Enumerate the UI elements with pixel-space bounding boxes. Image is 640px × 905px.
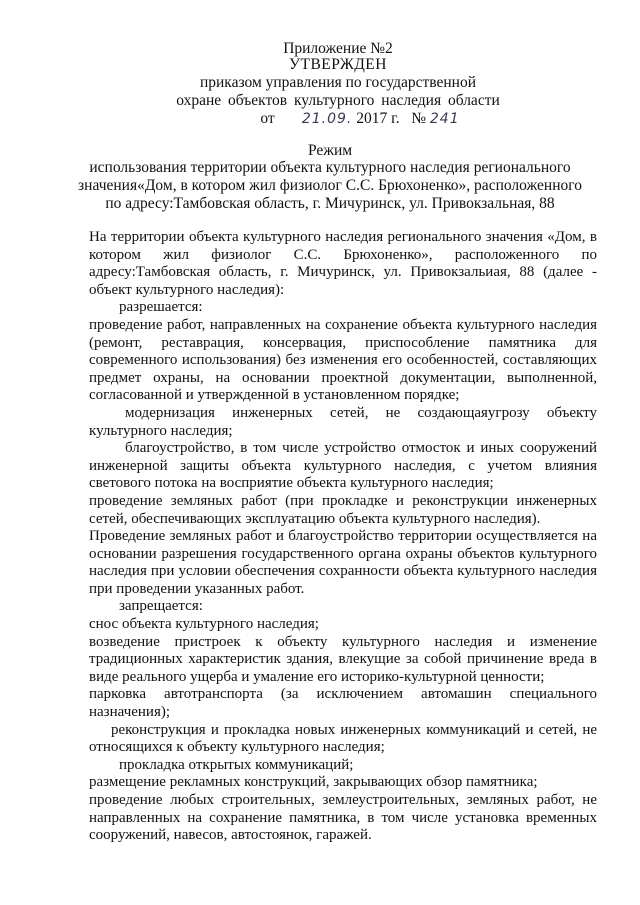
order-line-1: приказом управления по государственной — [199, 74, 477, 91]
forbidden-item: возведение пристроек к объекту культурного наследия и изменение традиционных характеристик здания, влекущие за собой причинение вреда в виде реального ущерба и умаление его историко-культурной ценности; — [89, 633, 597, 685]
title-line-1: использования территории объекта культурного наследия регионального — [89, 159, 571, 176]
allowed-label: разрешается: — [119, 299, 203, 316]
forbidden-item: реконструкция и прокладка новых инженерных коммуникаций и сетей, не относящихся к объекту культурного наследия; — [89, 721, 597, 756]
forbidden-item: размещение рекламных конструкций, закрывающих обзор памятника; — [89, 774, 538, 791]
date-prefix: от — [260, 110, 275, 127]
intro-paragraph: На территории объекта культурного наследия регионального значения «Дом, в котором жил физиолог С.С. Брюхоненко», расположенного по адресу:Тамбовская область, г. Мичуринск, ул. Привокзальиая, 88 (далее - объект культурного наследия): — [89, 229, 597, 298]
allowed-item: модернизация инженерных сетей, не создающаяугрозу объекту культурного наследия; — [89, 404, 597, 439]
title-line-2: значения«Дом, в котором жил физиолог С.С. Брюхоненко», расположенного — [78, 177, 582, 194]
number-prefix: № — [411, 110, 427, 127]
document-body — [89, 229, 597, 845]
forbidden-item: прокладка открытых коммуникаций; — [119, 756, 354, 773]
allowed-item: Проведение земляных работ и благоустройство территории осуществляется на основании разрешения государственного органа охраны объектов культурного наследия при условии обеспечения сохранности объекта культурного наследия при проведении указанных работ. — [89, 528, 597, 597]
forbidden-item: снос объекта культурного наследия; — [89, 616, 319, 633]
forbidden-item: парковка автотранспорта (за исключением автомашин специального назначения); — [89, 686, 597, 721]
regime-heading: Режим — [307, 142, 353, 159]
date-year: 2017 г. — [356, 110, 400, 127]
approved-label: УТВЕРЖДЕН — [289, 56, 387, 73]
appendix-number: Приложение №2 — [283, 40, 393, 57]
title-line-3: по адресу:Тамбовская область, г. Мичуринск, ул. Привокзальная, 88 — [105, 195, 555, 212]
allowed-item: проведение работ, направленных на сохранение объекта культурного наследия (ремонт, реставрация, консервация, приспособление памятника для современного использования) без изменения его особенностей, составляющих предмет охраны, на основании проектной документации, выполненной, согласованной и утвержденной в установленном порядке; — [89, 316, 597, 404]
forbidden-label: запрещается: — [119, 598, 203, 615]
allowed-item: благоустройство, в том числе устройство отмосток и иных сооружений инженерной защиты объекта культурного наследия, с учетом влияния светового потока на восприятие объекта культурного наследия; — [89, 440, 597, 492]
handwritten-date: 21.09. — [301, 111, 353, 127]
handwritten-number: 241 — [429, 111, 460, 127]
order-line-2: охране объектов культурного наследия области — [176, 92, 500, 109]
forbidden-item: проведение любых строительных, землеустроительных, земляных работ, не направленных на сохранение памятника, в том числе установка временных сооружений, навесов, автостоянок, гаражей. — [89, 792, 597, 844]
allowed-item: проведение земляных работ (при прокладке и реконструкции инженерных сетей, обеспечивающих эксплуатацию объекта культурного наследия). — [89, 492, 597, 527]
order-date-line — [110, 110, 610, 128]
